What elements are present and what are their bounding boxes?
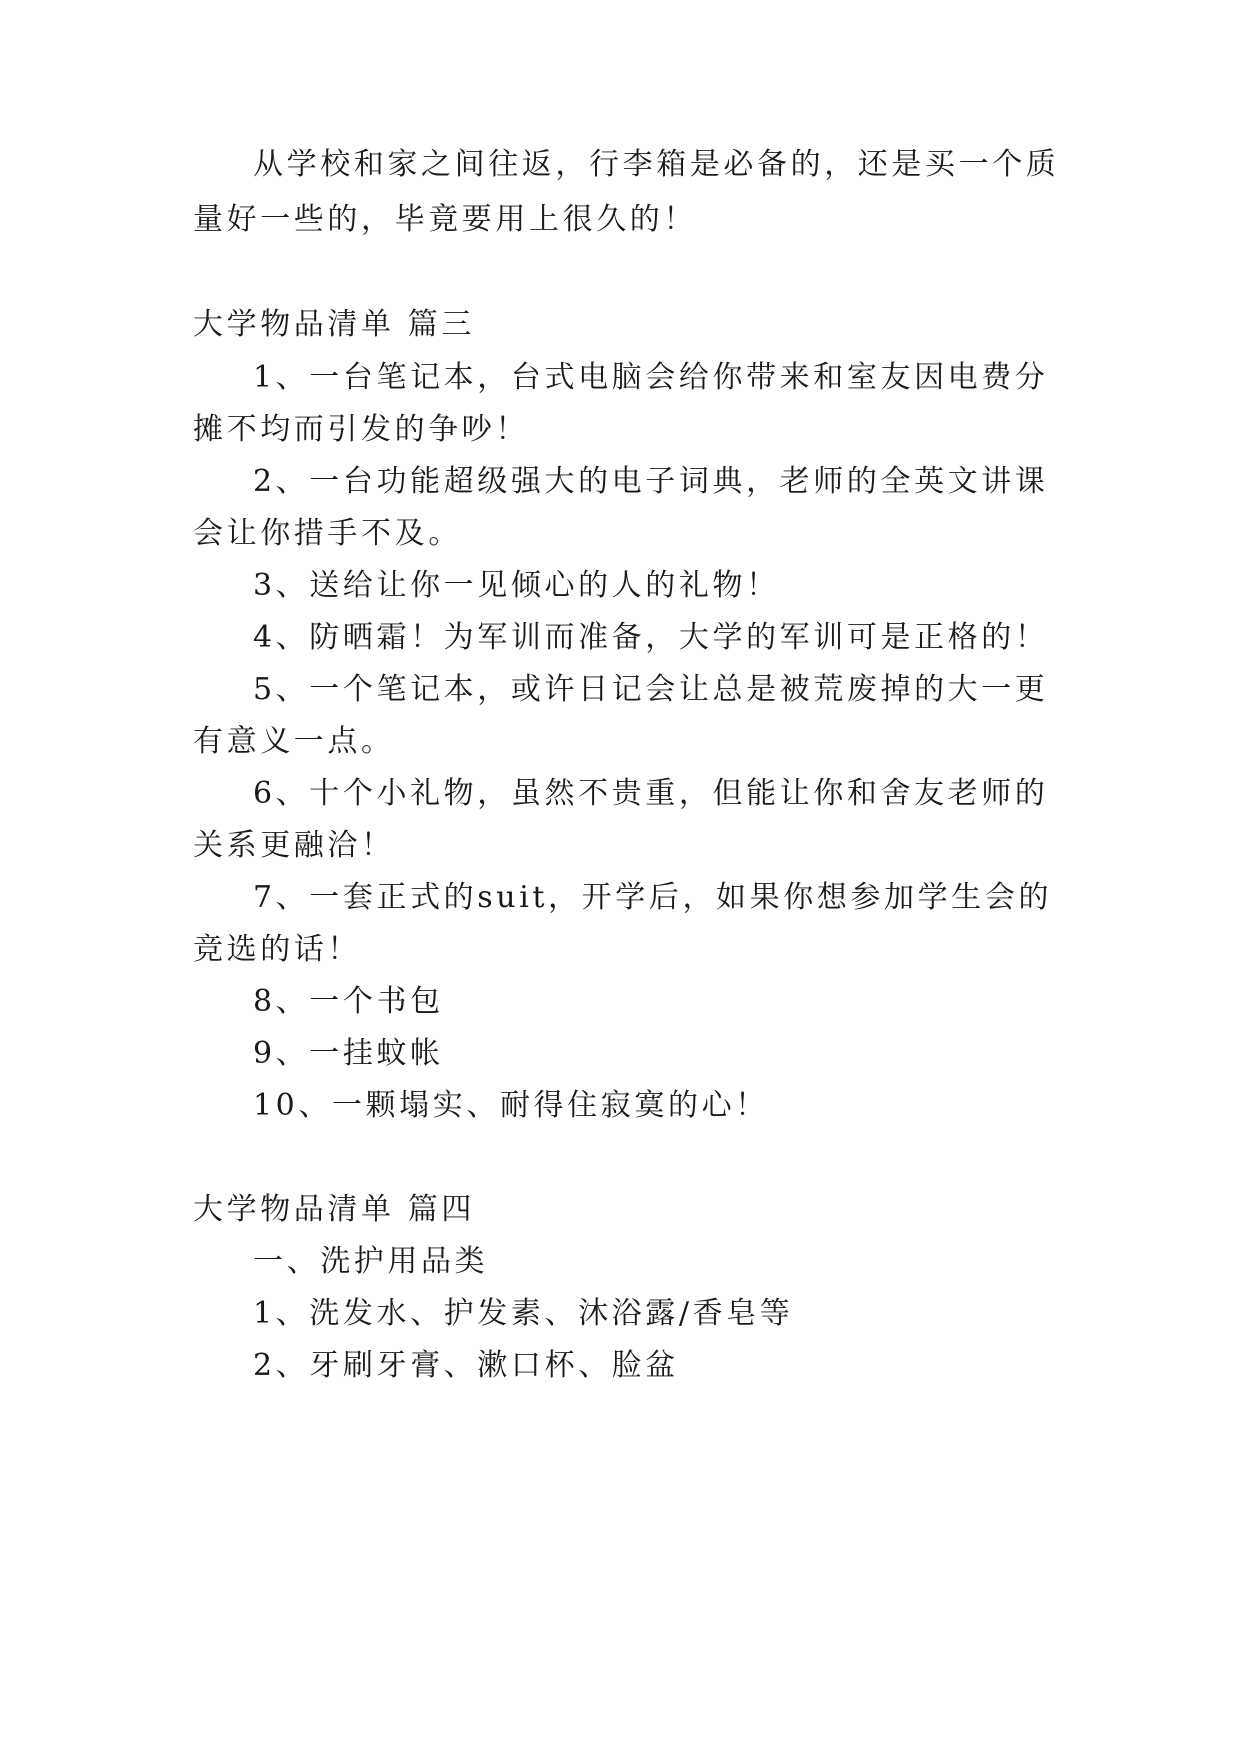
- section3-heading: 大学物品清单 篇三: [193, 307, 475, 342]
- section3-item-1-line-2: 摊不均而引发的争吵！: [193, 412, 529, 447]
- section3-item-5-line-1: 5、一个笔记本，或许日记会让总是被荒废掉的大一更: [253, 672, 1049, 707]
- section3-item-5-line-2: 有意义一点。: [193, 724, 395, 759]
- section3-item-6-line-2: 关系更融洽！: [193, 828, 395, 863]
- intro-paragraph-line-1: 从学校和家之间往返，行李箱是必备的，还是买一个质: [253, 147, 1060, 182]
- section3-item-1-line-1: 1、一台笔记本，台式电脑会给你带来和室友因电费分: [253, 360, 1049, 395]
- section3-item-10: 10、一颗塌实、耐得住寂寞的心！: [253, 1088, 769, 1123]
- section3-item-7-line-2: 竞选的话！: [193, 932, 361, 967]
- section3-item-9: 9、一挂蚊帐: [253, 1036, 444, 1071]
- section3-item-2-line-2: 会让你措手不及。: [193, 516, 462, 551]
- section3-item-4: 4、防晒霜！为军训而准备，大学的军训可是正格的！: [253, 620, 1049, 655]
- section3-item-6-line-1: 6、十个小礼物，虽然不贵重，但能让你和舍友老师的: [253, 776, 1049, 811]
- section3-item-7-line-1: 7、一套正式的suit，开学后，如果你想参加学生会的: [253, 880, 1053, 915]
- section4-item-1: 1、洗发水、护发素、沐浴露/香皂等: [253, 1296, 794, 1331]
- section3-item-8: 8、一个书包: [253, 984, 444, 1019]
- section4-heading: 大学物品清单 篇四: [193, 1192, 475, 1227]
- section4-subheading: 一、洗护用品类: [253, 1244, 489, 1279]
- section3-item-2-line-1: 2、一台功能超级强大的电子词典，老师的全英文讲课: [253, 464, 1049, 499]
- section3-item-3: 3、送给让你一见倾心的人的礼物！: [253, 568, 780, 603]
- section4-item-2: 2、牙刷牙膏、漱口杯、脸盆: [253, 1348, 679, 1383]
- intro-paragraph-line-2: 量好一些的，毕竟要用上很久的！: [193, 202, 697, 237]
